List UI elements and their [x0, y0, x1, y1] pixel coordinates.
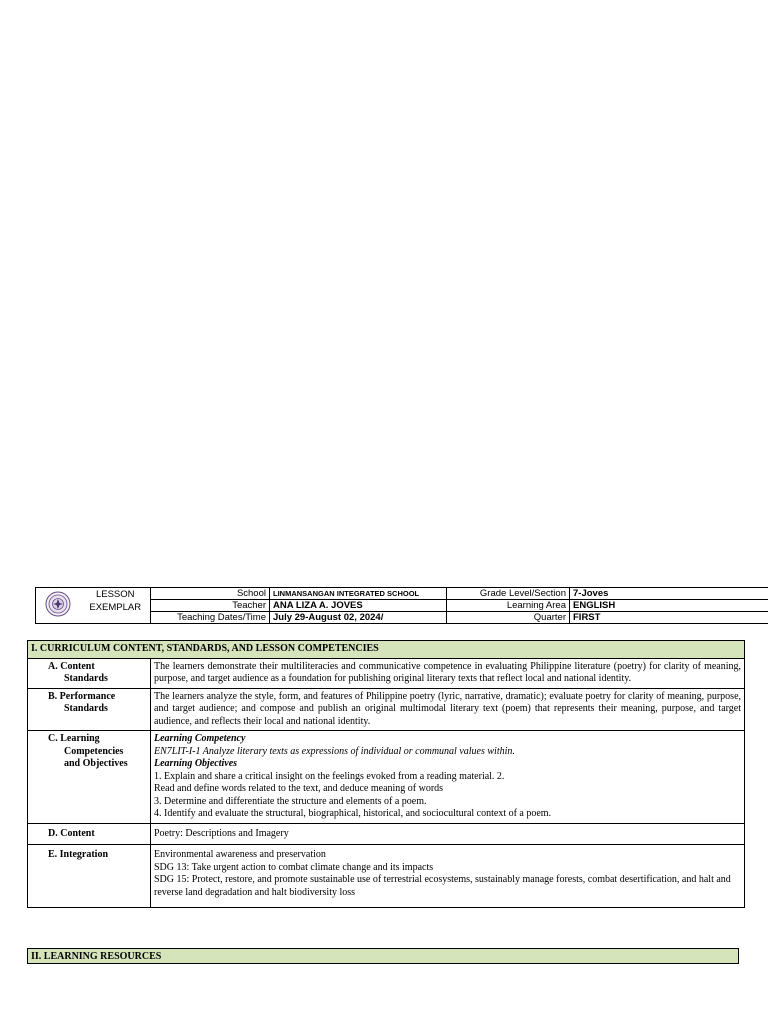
- teacher-value: ANA LIZA A. JOVES: [270, 600, 447, 612]
- school-value: LINMANSANGAN INTEGRATED SCHOOL: [270, 588, 447, 600]
- competencies-row: [28, 731, 745, 824]
- teacher-label: Teacher: [151, 600, 270, 612]
- integration-label: E. Integration: [28, 845, 151, 908]
- performance-standards-label: B. Performance Standards: [28, 688, 151, 731]
- quarter-value: FIRST: [570, 612, 768, 624]
- integration-line: Environmental awareness and preservation: [154, 849, 326, 860]
- section1-title: I. CURRICULUM CONTENT, STANDARDS, AND LESSON COMPETENCIES: [28, 641, 745, 659]
- objective-item: 3. Determine and differentiate the structure and elements of a poem.: [154, 795, 427, 807]
- content-row: [28, 823, 745, 845]
- deped-seal: [36, 588, 81, 624]
- competency-code: EN7LIT-I-1 Analyze literary texts as expressions of individual or communal values within.: [154, 745, 515, 757]
- deped-seal-icon: [45, 591, 71, 617]
- learning-area-value: ENGLISH: [570, 600, 768, 612]
- competencies-label: C. Learning Competencies and Objectives: [28, 731, 151, 824]
- lesson-header-table: [35, 587, 768, 624]
- integration-line: SDG 13: Take urgent action to combat climate change and its impacts: [154, 861, 434, 873]
- performance-standards-row: [28, 688, 745, 731]
- content-text: Poetry: Descriptions and Imagery: [151, 823, 745, 845]
- grade-level-label: Grade Level/Section: [447, 588, 570, 600]
- teaching-dates-label: Teaching Dates/Time: [151, 612, 270, 624]
- competencies-text: [151, 731, 745, 824]
- quarter-label: Quarter: [447, 612, 570, 624]
- content-standards-label: A. Content Standards: [28, 658, 151, 688]
- integration-text: [151, 845, 745, 908]
- school-label: School: [151, 588, 270, 600]
- content-standards-row: [28, 658, 745, 688]
- performance-standards-text: The learners analyze the style, form, and features of Philippine poetry (lyric, narrative, dramatic); evaluate poetry for clarity of meaning, purpose, and target audience; and compose and publish an original multimodal literary text (poem) that represents their meaning, purpose, and target audience, and reflects their local and national identity.: [151, 688, 745, 731]
- competency-heading: Learning Competency: [154, 733, 246, 744]
- objective-item: 4. Identify and evaluate the structural, biographical, historical, and sociocultural context of a poem.: [154, 808, 552, 819]
- curriculum-table: [27, 640, 745, 908]
- integration-row: [28, 845, 745, 908]
- learning-area-label: Learning Area: [447, 600, 570, 612]
- objective-item: Read and define words related to the text, and deduce meaning of words: [154, 783, 444, 794]
- grade-level-value: 7-Joves: [570, 588, 768, 600]
- content-label: D. Content: [28, 823, 151, 845]
- objectives-heading: Learning Objectives: [154, 758, 238, 769]
- teaching-dates-value: July 29-August 02, 2024/: [270, 612, 447, 624]
- objective-item: 1. Explain and share a critical insight on the feelings evoked from a reading material. 2.: [154, 770, 505, 782]
- lesson-exemplar-title: LESSON EXEMPLAR: [81, 588, 151, 624]
- content-standards-text: The learners demonstrate their multiliteracies and communicative competence in evaluating Philippine literature (poetry) for clarity of meaning, purpose, and target audience as a foundation for publishing original literary texts that reflect local and national identity.: [151, 658, 745, 688]
- section2-title: II. LEARNING RESOURCES: [27, 948, 739, 964]
- integration-line: SDG 15: Protect, restore, and promote sustainable use of terrestrial ecosystems, sustainably manage forests, combat desertification, and halt and reverse land degradation and halt biodiversity loss: [154, 874, 731, 898]
